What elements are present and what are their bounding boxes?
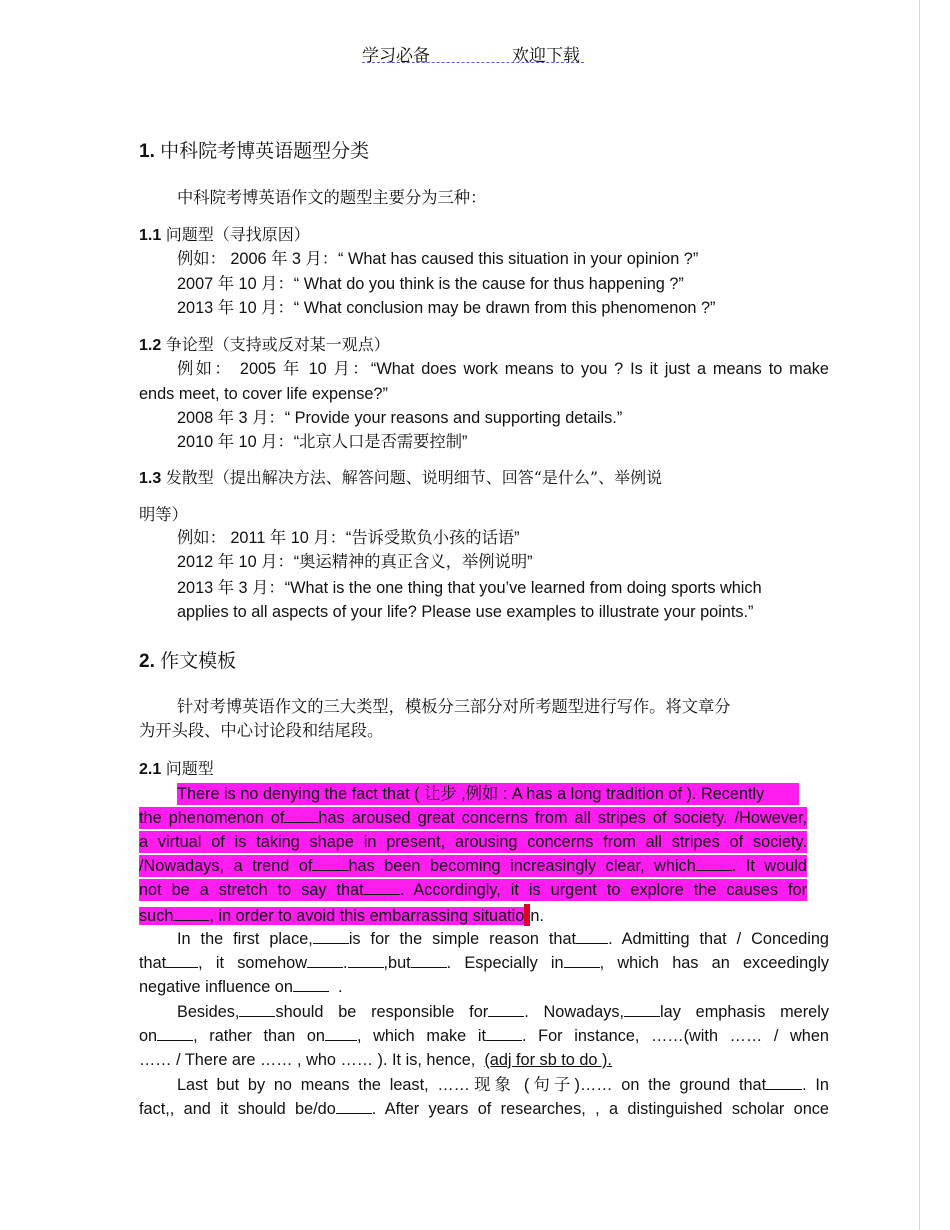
example-2013-oct: 2013 年 10 月：“ What conclusion may be drawn from this phenomenon ?”: [177, 299, 716, 317]
blank: [336, 1099, 372, 1114]
example-2012: 2012 年 10 月：“奥运精神的真正含义，举例说明”: [177, 553, 533, 571]
blank: [166, 953, 198, 968]
template-para1-line1: There is no denying the fact that ( 让步 ,例如 : A has a long tradition of ). Recently: [177, 783, 799, 805]
example-2010: 2010 年 10 月：“北京人口是否需要控制”: [177, 433, 468, 451]
template-para1-line5: not be a stretch to say that . Accordingly, it is urgent to explore the causes for: [139, 881, 807, 899]
subsection-1-3-heading: 1.3 发散型（提出解决方法、解答问题、说明细节、回答“是什么”、举例说: [139, 468, 663, 487]
section-2-intro: 针对考博英语作文的三大类型，模板分三部分对所考题型进行写作。将文章分: [177, 697, 731, 716]
blank: [488, 1002, 524, 1017]
header-left: 学习必备: [362, 46, 430, 65]
page-edge: [919, 0, 920, 1230]
section-1-intro: 中科院考博英语作文的题型主要分为三种：: [177, 188, 487, 207]
template-para2-line2: that , it somehow . ,but . Especially in , which has an exceedingly: [139, 954, 829, 972]
subsection-2-1-heading: 2.1 问题型: [139, 759, 214, 778]
template-para1-line4: /Nowadays, a trend of has been becoming increasingly clear, which . It would: [139, 857, 807, 875]
template-para1-line3: a virtual of is taking shape in present, arousing concerns from all stripes of society.: [139, 833, 807, 851]
template-para2-line3: negative influence on .: [139, 978, 343, 996]
example-2007: 2007 年 10 月：“ What do you think is the cause for thus happening ?”: [177, 275, 684, 293]
template-para1-line2: the phenomenon of has aroused great concerns from all stripes of society. /However,: [139, 809, 807, 827]
section-2-intro-cont: 为开头段、中心讨论段和结尾段。: [139, 721, 384, 740]
header-underline: [362, 62, 584, 63]
example-2013-mar: 2013 年 3 月：“What is the one thing that you’ve learned from doing sports which: [177, 579, 762, 597]
example-2005: 例如： 2005 年 10 月：“What does work means to you ? Is it just a means to make: [177, 360, 829, 378]
example-2013-mar-cont: applies to all aspects of your life? Please use examples to illustrate your points.”: [177, 603, 754, 621]
blank: [307, 953, 343, 968]
blank: [624, 1002, 660, 1017]
section-1-heading: 1. 中科院考博英语题型分类: [139, 140, 370, 162]
example-2011: 例如： 2011 年 10 月：“告诉受欺负小孩的话语”: [177, 529, 520, 547]
example-2006: 例如： 2006 年 3 月：“ What has caused this situation in your opinion ?”: [177, 250, 699, 268]
blank: [576, 929, 608, 944]
subsection-1-1-heading: 1.1 问题型（寻找原因）: [139, 225, 310, 244]
example-2005-cont: ends meet, to cover life expense?”: [139, 385, 388, 403]
blank: [157, 1026, 193, 1041]
blank: [364, 880, 400, 895]
section-2-heading: 2. 作文模板: [139, 650, 237, 672]
template-para3-line1: Besides, should be responsible for . Nowadays, lay emphasis merely: [177, 1003, 829, 1021]
blank: [766, 1075, 802, 1090]
template-para3-line2: on , rather than on , which make it . For instance, ……(with …… / when: [139, 1027, 829, 1045]
header-right: 欢迎下载: [512, 46, 580, 65]
blank: [696, 856, 732, 871]
template-para4-line2: fact,, and it should be/do . After years of researches, , a distinguished scholar once: [139, 1100, 829, 1118]
blank: [173, 906, 209, 921]
blank: [312, 856, 348, 871]
template-para3-line3: …… / There are …… , who …… ). It is, hence, (adj for sb to do ).: [139, 1051, 612, 1069]
blank: [325, 1026, 357, 1041]
subsection-1-3-heading-cont: 明等）: [139, 505, 188, 524]
page-header: [362, 41, 584, 63]
blank: [348, 953, 384, 968]
blank: [293, 977, 329, 992]
template-para4-line1: Last but by no means the least, ……现象 (句子)…… on the ground that . In: [177, 1076, 829, 1094]
template-para2-line1: In the first place, is for the simple reason that . Admitting that / Conceding: [177, 930, 829, 948]
subsection-1-2-heading: 1.2 争论型（支持或反对某一观点）: [139, 335, 390, 354]
example-2008: 2008 年 3 月：“ Provide your reasons and supporting details.”: [177, 409, 623, 427]
blank: [284, 808, 318, 823]
blank: [313, 929, 349, 944]
blank: [411, 953, 447, 968]
blank: [486, 1026, 522, 1041]
template-para1-line6: such , in order to avoid this embarrassing situatio n.: [139, 904, 544, 927]
blank: [239, 1002, 275, 1017]
blank: [564, 953, 600, 968]
